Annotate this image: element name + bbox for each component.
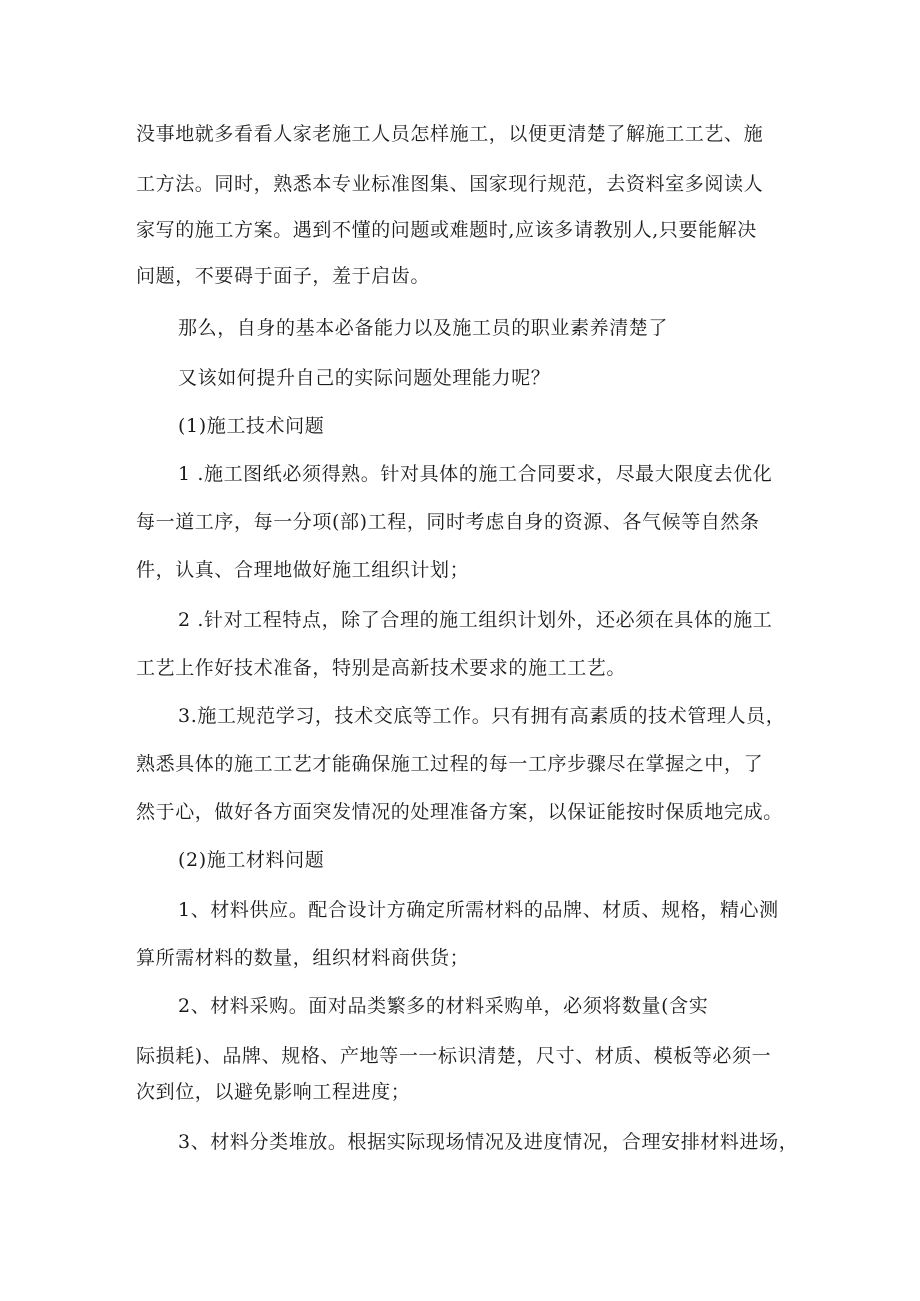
text-line: 问题，不要碍于面子，羞于启齿。 xyxy=(136,265,431,287)
text-line: 没事地就多看看人家老施工人员怎样施工，以便更清楚了解施工工艺、施 xyxy=(136,123,764,145)
section-heading: (1)施工技术问题 xyxy=(178,415,325,437)
text-line: 3.施工规范学习，技术交底等工作。只有拥有高素质的技术管理人员， xyxy=(178,705,786,727)
text-line: 然于心，做好各方面突发情况的处理准备方案，以保证能按时保质地完成。 xyxy=(136,801,783,823)
text-line: 次到位，以避免影响工程进度； xyxy=(136,1081,411,1103)
text-line: 件，认真、合理地做好施工组织计划； xyxy=(136,559,470,581)
text-line: 际损耗)、品牌、规格、产地等一一标识清楚，尺寸、材质、模板等必须一 xyxy=(136,1045,772,1067)
text-line: 3、材料分类堆放。根据实际现场情况及进度情况，合理安排材料进场， xyxy=(178,1131,799,1153)
text-line: 2、材料采购。面对品类繁多的材料采购单，必须将数量(含实 xyxy=(178,995,709,1017)
text-line: 1、材料供应。配合设计方确定所需材料的品牌、材质、规格，精心测 xyxy=(178,899,779,921)
text-line: 每一道工序，每一分项(部)工程，同时考虑自身的资源、各气候等自然条 xyxy=(136,511,760,533)
text-line: 算所需材料的数量，组织材料商供货； xyxy=(136,947,470,969)
text-line: 那么，自身的基本必备能力以及施工员的职业素养清楚了 xyxy=(178,317,669,339)
text-line: 又该如何提升自己的实际问题处理能力呢？ xyxy=(178,367,551,389)
text-line: 1 .施工图纸必须得熟。针对具体的施工合同要求，尽最大限度去优化 xyxy=(178,463,773,485)
text-line: 工方法。同时，熟悉本专业标准图集、国家现行规范，去资料室多阅读人 xyxy=(136,173,764,195)
text-line: 工艺上作好技术准备，特别是高新技术要求的施工工艺。 xyxy=(136,657,627,679)
section-heading: (2)施工材料问题 xyxy=(178,849,325,871)
text-line: 家写的施工方案。遇到不懂的问题或难题时,应该多请教别人,只要能解决 xyxy=(136,219,757,241)
text-line: 熟悉具体的施工工艺才能确保施工过程的每一工序步骤尽在掌握之中，了 xyxy=(136,753,764,775)
text-line: 2 .针对工程特点，除了合理的施工组织计划外，还必须在具体的施工 xyxy=(178,609,773,631)
